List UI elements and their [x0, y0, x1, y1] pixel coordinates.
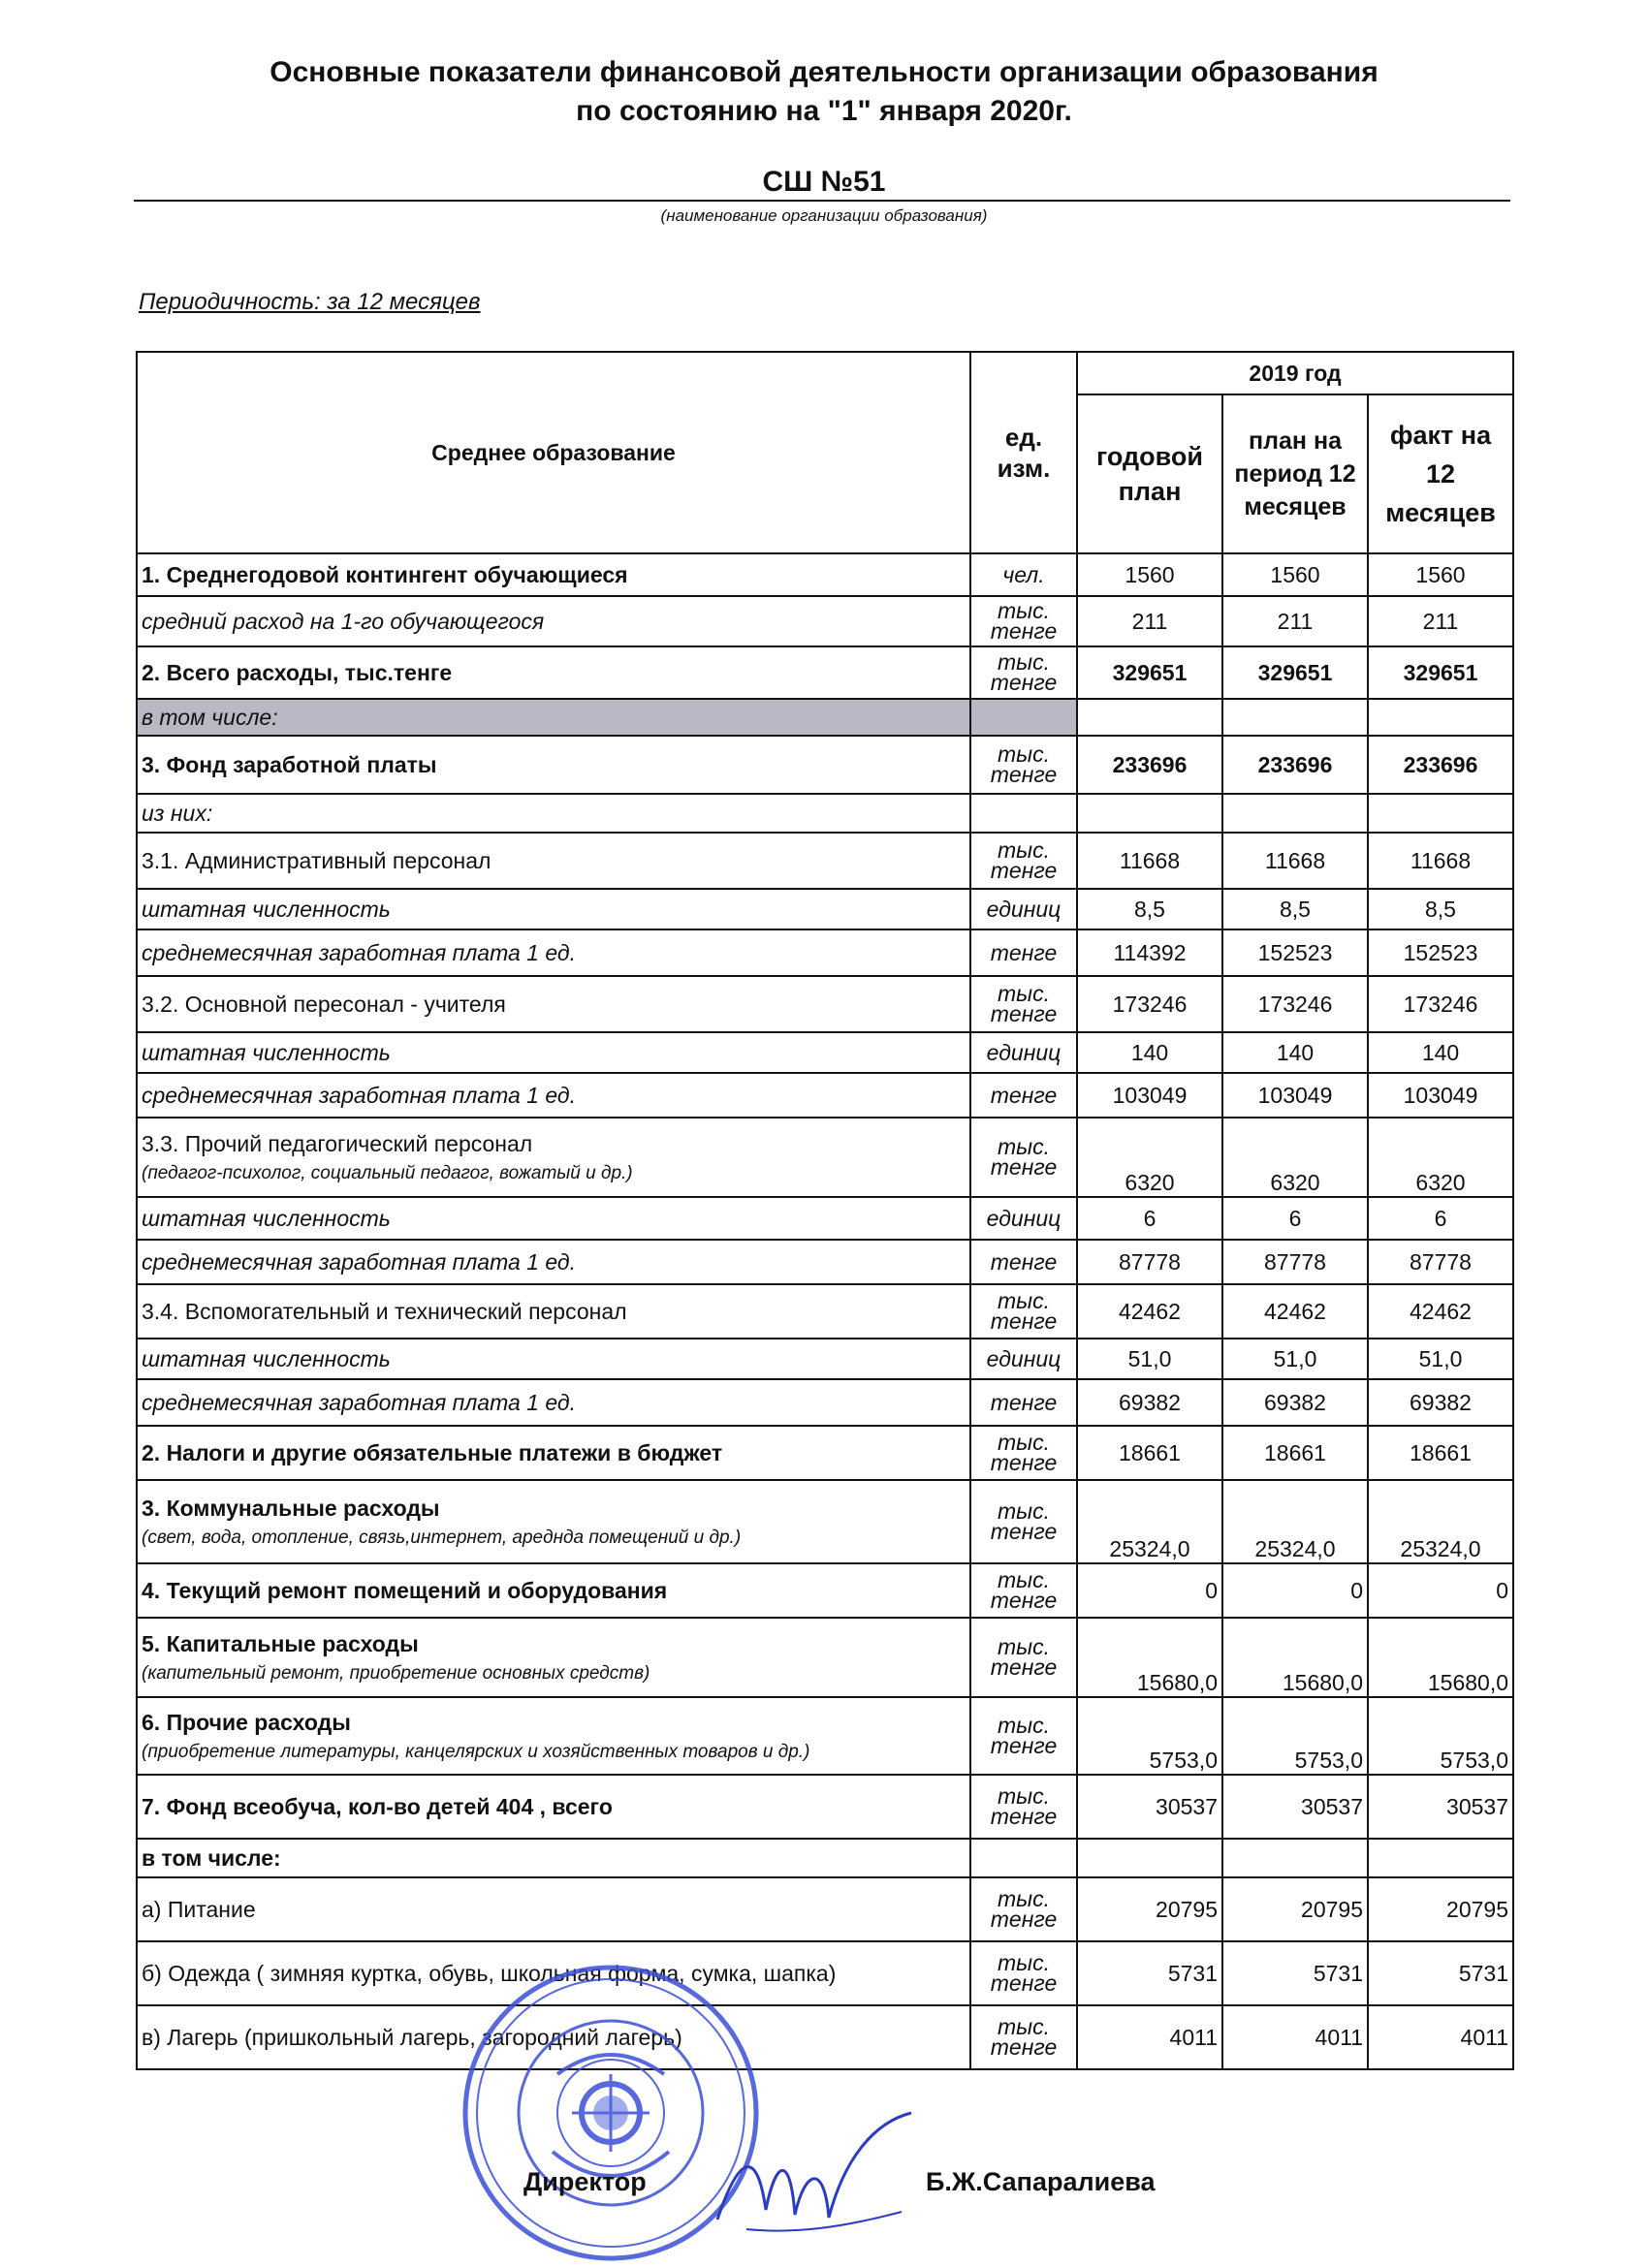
row-unit: тыс. тенге	[970, 596, 1077, 646]
actual-value: 69382	[1368, 1379, 1513, 1426]
period-plan-value: 173246	[1222, 976, 1368, 1032]
table-row	[137, 1379, 1513, 1426]
row-label-text: 3.1. Административный персонал	[142, 847, 491, 873]
row-label	[137, 1426, 970, 1480]
table-row	[137, 929, 1513, 976]
row-label-text: б) Одежда ( зимняя куртка, обувь, школьная форма, сумка, шапка)	[142, 1960, 837, 1986]
row-label	[137, 833, 970, 889]
row-label	[137, 1697, 970, 1775]
annual-plan-value	[1077, 699, 1222, 736]
period-plan-value: 15680,0	[1222, 1618, 1368, 1697]
row-label-text: 4. Текущий ремонт помещений и оборудования	[142, 1577, 668, 1603]
row-label-text: штатная численность	[142, 896, 391, 922]
row-unit: тыс. тенге	[970, 1118, 1077, 1197]
actual-value: 152523	[1368, 929, 1513, 976]
row-unit: тыс. тенге	[970, 1480, 1077, 1563]
period-plan-value: 4011	[1222, 2005, 1368, 2069]
actual-value: 0	[1368, 1563, 1513, 1618]
table-row	[137, 1775, 1513, 1839]
period-plan-value: 233696	[1222, 736, 1368, 794]
period-plan-value: 69382	[1222, 1379, 1368, 1426]
row-label-text: среднемесячная заработная плата 1 ед.	[142, 1248, 576, 1275]
row-label-text: 7. Фонд всеобуча, кол-во детей 404 , всего	[142, 1793, 613, 1819]
period-plan-value: 8,5	[1222, 889, 1368, 929]
table-row	[137, 1877, 1513, 1941]
row-label	[137, 976, 970, 1032]
row-label	[137, 1379, 970, 1426]
annual-plan-value: 6320	[1077, 1118, 1222, 1197]
period-plan-value: 18661	[1222, 1426, 1368, 1480]
period-plan-value: 5731	[1222, 1941, 1368, 2005]
table-row	[137, 646, 1513, 699]
row-label	[137, 1618, 970, 1697]
table-body	[137, 553, 1513, 2069]
actual-value	[1368, 699, 1513, 736]
row-label-text: а) Питание	[142, 1896, 256, 1922]
row-label-text: среднемесячная заработная плата 1 ед.	[142, 1389, 576, 1415]
actual-value: 25324,0	[1368, 1480, 1513, 1563]
row-label-text: 2. Всего расходы, тыс.тенге	[142, 659, 453, 685]
row-label	[137, 1775, 970, 1839]
annual-plan-value: 42462	[1077, 1284, 1222, 1339]
organization-underline	[134, 200, 1510, 202]
period-plan-value: 329651	[1222, 646, 1368, 699]
actual-value: 18661	[1368, 1426, 1513, 1480]
row-label-text: 3.3. Прочий педагогический персонал	[142, 1130, 533, 1156]
table-row	[137, 1426, 1513, 1480]
director-signature	[708, 2103, 921, 2249]
annual-plan-value: 233696	[1077, 736, 1222, 794]
row-unit: чел.	[970, 553, 1077, 596]
row-unit: единиц	[970, 889, 1077, 929]
table-row	[137, 1032, 1513, 1073]
actual-value	[1368, 1839, 1513, 1877]
row-label-text: в) Лагерь (пришкольный лагерь, загородний лагерь)	[142, 2024, 682, 2050]
row-label-text: штатная численность	[142, 1205, 391, 1231]
row-label-text: штатная численность	[142, 1039, 391, 1065]
period-plan-value: 30537	[1222, 1775, 1368, 1839]
actual-value: 103049	[1368, 1073, 1513, 1118]
table-row	[137, 1839, 1513, 1877]
row-label-text: 6. Прочие расходы	[142, 1709, 351, 1735]
period-plan-value: 152523	[1222, 929, 1368, 976]
row-unit: тыс. тенге	[970, 1618, 1077, 1697]
table-row	[137, 1197, 1513, 1240]
row-label-text: штатная численность	[142, 1345, 391, 1371]
period-plan-value: 211	[1222, 596, 1368, 646]
actual-value: 140	[1368, 1032, 1513, 1073]
row-unit: тыс. тенге	[970, 976, 1077, 1032]
annual-plan-value: 211	[1077, 596, 1222, 646]
actual-value: 329651	[1368, 646, 1513, 699]
actual-value: 51,0	[1368, 1339, 1513, 1379]
annual-plan-value: 1560	[1077, 553, 1222, 596]
annual-plan-value: 5753,0	[1077, 1697, 1222, 1775]
row-label	[137, 1240, 970, 1284]
actual-header: факт на 12 месяцев	[1368, 394, 1513, 553]
annual-plan-value: 103049	[1077, 1073, 1222, 1118]
period-plan-value	[1222, 1839, 1368, 1877]
annual-plan-value: 140	[1077, 1032, 1222, 1073]
period-plan-value: 11668	[1222, 833, 1368, 889]
row-unit: единиц	[970, 1032, 1077, 1073]
row-unit: тыс. тенге	[970, 833, 1077, 889]
row-label-text: в том числе:	[142, 1844, 281, 1871]
row-unit	[970, 699, 1077, 736]
table-row	[137, 1618, 1513, 1697]
table-row	[137, 596, 1513, 646]
row-label-note: (приобретение литературы, канцелярских и хозяйственных товаров и др.)	[142, 1741, 810, 1762]
table-row	[137, 553, 1513, 596]
period-plan-value	[1222, 699, 1368, 736]
table-row	[137, 699, 1513, 736]
document-title-line2: по состоянию на "1" января 2020г.	[576, 95, 1072, 127]
annual-plan-value: 87778	[1077, 1240, 1222, 1284]
row-label-text: средний расход на 1-го обучающегося	[142, 608, 545, 634]
period-plan-value: 87778	[1222, 1240, 1368, 1284]
period-plan-value: 6320	[1222, 1118, 1368, 1197]
table-row	[137, 1480, 1513, 1563]
actual-value: 42462	[1368, 1284, 1513, 1339]
row-label-text: 2. Налоги и другие обязательные платежи в бюджет	[142, 1439, 723, 1465]
annual-plan-value: 30537	[1077, 1775, 1222, 1839]
director-name: Б.Ж.Сапаралиева	[926, 2167, 1156, 2196]
row-label	[137, 736, 970, 794]
row-label	[137, 1839, 970, 1877]
period-plan-value: 140	[1222, 1032, 1368, 1073]
actual-value: 6320	[1368, 1118, 1513, 1197]
financial-indicators-table	[136, 351, 1514, 2070]
actual-value: 11668	[1368, 833, 1513, 889]
table-row	[137, 1339, 1513, 1379]
row-label-text: среднемесячная заработная плата 1 ед.	[142, 939, 576, 965]
row-label-text: 3.2. Основной пересонал - учителя	[142, 991, 506, 1017]
annual-plan-value	[1077, 1839, 1222, 1877]
actual-value: 5731	[1368, 1941, 1513, 2005]
year-header: 2019 год	[1077, 352, 1513, 394]
period-plan-value: 51,0	[1222, 1339, 1368, 1379]
table-row	[137, 736, 1513, 794]
row-label-text: из них:	[142, 800, 213, 826]
director-label: Директор	[523, 2167, 647, 2196]
annual-plan-value: 20795	[1077, 1877, 1222, 1941]
row-label-text: 3.4. Вспомогательный и технический персонал	[142, 1298, 627, 1324]
table-row	[137, 1697, 1513, 1775]
actual-value: 211	[1368, 596, 1513, 646]
row-label	[137, 1563, 970, 1618]
row-label-text: в том числе:	[142, 704, 278, 730]
actual-value: 8,5	[1368, 889, 1513, 929]
period-plan-value	[1222, 794, 1368, 833]
annual-plan-value: 329651	[1077, 646, 1222, 699]
row-label	[137, 1032, 970, 1073]
table-row	[137, 1941, 1513, 2005]
row-label	[137, 1480, 970, 1563]
actual-value: 1560	[1368, 553, 1513, 596]
row-unit: тенге	[970, 929, 1077, 976]
annual-plan-value: 8,5	[1077, 889, 1222, 929]
annual-plan-value: 173246	[1077, 976, 1222, 1032]
period-plan-value: 6	[1222, 1197, 1368, 1240]
row-label-text: 5. Капитальные расходы	[142, 1630, 419, 1656]
annual-plan-value: 0	[1077, 1563, 1222, 1618]
period-plan-header: план на период 12 месяцев	[1222, 394, 1368, 553]
row-label	[137, 1284, 970, 1339]
organization-name: СШ №51	[762, 166, 886, 198]
row-label-text: среднемесячная заработная плата 1 ед.	[142, 1082, 576, 1108]
period-plan-value: 20795	[1222, 1877, 1368, 1941]
row-label-text: 1. Среднегодовой контингент обучающиеся	[142, 561, 628, 587]
actual-value: 233696	[1368, 736, 1513, 794]
row-unit: тыс. тенге	[970, 2005, 1077, 2069]
annual-plan-value: 5731	[1077, 1941, 1222, 2005]
table-row	[137, 794, 1513, 833]
period-plan-value: 25324,0	[1222, 1480, 1368, 1563]
document-title-line1: Основные показатели финансовой деятельности организации образования	[269, 56, 1379, 88]
annual-plan-value: 4011	[1077, 2005, 1222, 2069]
row-label	[137, 889, 970, 929]
row-unit: тыс. тенге	[970, 1775, 1077, 1839]
annual-plan-header: годовой план	[1077, 394, 1222, 553]
annual-plan-value: 25324,0	[1077, 1480, 1222, 1563]
table-row	[137, 1284, 1513, 1339]
row-label-text: 3. Фонд заработной платы	[142, 751, 437, 777]
row-unit: единиц	[970, 1197, 1077, 1240]
row-label-note: (капительный ремонт, приобретение основных средств)	[142, 1662, 650, 1684]
row-unit: тыс. тенге	[970, 1563, 1077, 1618]
actual-value: 6	[1368, 1197, 1513, 1240]
table-row	[137, 1118, 1513, 1197]
row-label	[137, 794, 970, 833]
row-unit: тенге	[970, 1379, 1077, 1426]
period-plan-value: 103049	[1222, 1073, 1368, 1118]
row-unit: тыс. тенге	[970, 1284, 1077, 1339]
row-unit: тыс. тенге	[970, 646, 1077, 699]
section-header: Среднее образование	[137, 352, 970, 553]
row-unit: тыс. тенге	[970, 1697, 1077, 1775]
row-unit: единиц	[970, 1339, 1077, 1379]
period-plan-value: 1560	[1222, 553, 1368, 596]
annual-plan-value: 18661	[1077, 1426, 1222, 1480]
actual-value: 30537	[1368, 1775, 1513, 1839]
periodicity-label: Периодичность: за 12 месяцев	[139, 289, 481, 315]
annual-plan-value: 15680,0	[1077, 1618, 1222, 1697]
actual-value: 87778	[1368, 1240, 1513, 1284]
period-plan-value: 0	[1222, 1563, 1368, 1618]
actual-value: 5753,0	[1368, 1697, 1513, 1775]
row-unit	[970, 1839, 1077, 1877]
row-label	[137, 553, 970, 596]
row-label	[137, 646, 970, 699]
table-row	[137, 976, 1513, 1032]
row-label	[137, 1118, 970, 1197]
row-label	[137, 1073, 970, 1118]
row-unit: тыс. тенге	[970, 1426, 1077, 1480]
row-label	[137, 1339, 970, 1379]
table-row	[137, 2005, 1513, 2069]
annual-plan-value: 51,0	[1077, 1339, 1222, 1379]
row-unit: тыс. тенге	[970, 1941, 1077, 2005]
period-plan-value: 5753,0	[1222, 1697, 1368, 1775]
table-row	[137, 1240, 1513, 1284]
actual-value: 15680,0	[1368, 1618, 1513, 1697]
row-label	[137, 929, 970, 976]
row-label	[137, 596, 970, 646]
row-label	[137, 1877, 970, 1941]
row-label-note: (педагог-психолог, социальный педагог, вожатый и др.)	[142, 1162, 633, 1183]
row-unit: тенге	[970, 1073, 1077, 1118]
row-label	[137, 1197, 970, 1240]
actual-value	[1368, 794, 1513, 833]
row-unit	[970, 794, 1077, 833]
annual-plan-value: 6	[1077, 1197, 1222, 1240]
organization-caption: (наименование организации образования)	[660, 206, 988, 225]
row-unit: тыс. тенге	[970, 736, 1077, 794]
annual-plan-value: 114392	[1077, 929, 1222, 976]
actual-value: 4011	[1368, 2005, 1513, 2069]
table-header-row	[137, 352, 1513, 394]
actual-value: 20795	[1368, 1877, 1513, 1941]
table-row	[137, 1073, 1513, 1118]
row-unit: тыс. тенге	[970, 1877, 1077, 1941]
table-row	[137, 889, 1513, 929]
unit-header: ед. изм.	[970, 352, 1077, 553]
actual-value: 173246	[1368, 976, 1513, 1032]
annual-plan-value: 69382	[1077, 1379, 1222, 1426]
period-plan-value: 42462	[1222, 1284, 1368, 1339]
row-unit: тенге	[970, 1240, 1077, 1284]
annual-plan-value	[1077, 794, 1222, 833]
annual-plan-value: 11668	[1077, 833, 1222, 889]
table-row	[137, 833, 1513, 889]
row-label-text: 3. Коммунальные расходы	[142, 1495, 440, 1521]
row-label	[137, 699, 970, 736]
table-row	[137, 1563, 1513, 1618]
row-label-note: (свет, вода, отопление, связь,интернет, арeднда помещений и др.)	[142, 1527, 742, 1548]
